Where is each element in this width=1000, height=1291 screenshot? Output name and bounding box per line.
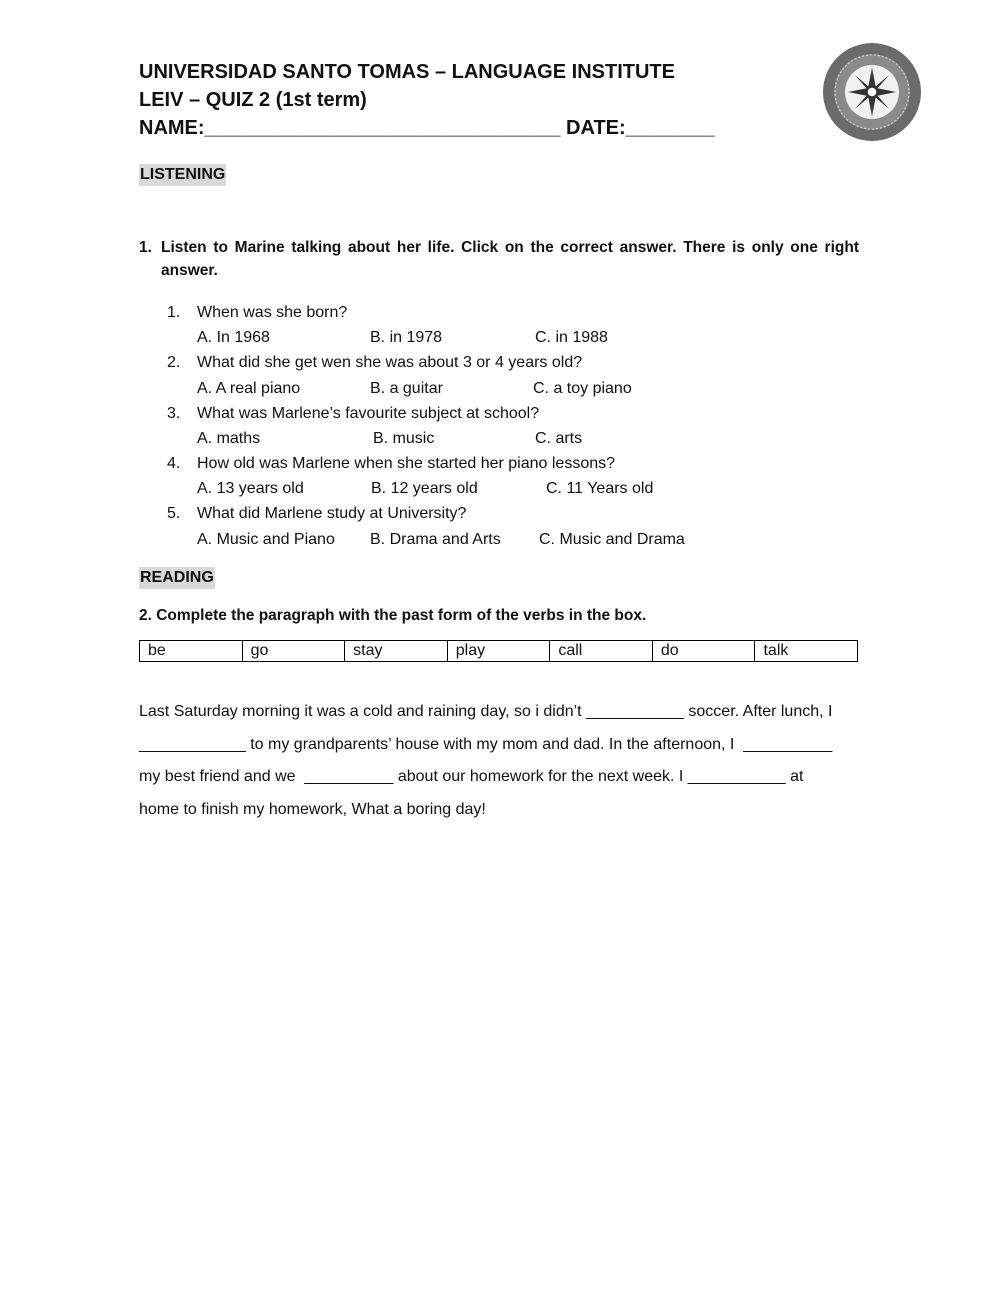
university-seal-logo (822, 42, 922, 142)
question-text: What did she get wen she was about 3 or 4 years old? (197, 354, 583, 371)
option-b[interactable]: B. music (373, 430, 435, 447)
question-number: 5. (167, 505, 181, 522)
verb-cell: go (243, 641, 346, 661)
option-b[interactable]: B. 12 years old (371, 480, 478, 497)
question-text: When was she born? (197, 304, 348, 321)
instruction-text: Listen to Marine talking about her life. Click on the correct answer. There is only one right answer. (161, 239, 859, 279)
option-b[interactable]: B. Drama and Arts (370, 531, 501, 548)
listening-instruction (139, 236, 859, 282)
reading-section-label: READING (139, 567, 215, 589)
option-b[interactable]: B. in 1978 (370, 329, 443, 346)
question-number: 1. (167, 304, 181, 321)
option-c[interactable]: C. Music and Drama (539, 531, 685, 548)
option-c[interactable]: C. a toy piano (533, 380, 632, 397)
paragraph-line: ____________ to my grandparents’ house with my mom and dad. In the afternoon, I __________ (139, 736, 833, 753)
verb-cell: stay (345, 641, 448, 661)
option-a[interactable]: A. In 1968 (197, 329, 270, 346)
paragraph-line: my best friend and we __________ about our homework for the next week. I ___________ at (139, 768, 804, 785)
reading-instruction: 2. Complete the paragraph with the past form of the verbs in the box. (139, 607, 647, 624)
question-text: What was Marlene’s favourite subject at school? (197, 405, 540, 422)
question-text: What did Marlene study at University? (197, 505, 467, 522)
option-c[interactable]: C. 11 Years old (546, 480, 654, 497)
option-b[interactable]: B. a guitar (370, 380, 443, 397)
question-number: 4. (167, 455, 181, 472)
question-text: How old was Marlene when she started her piano lessons? (197, 455, 616, 472)
paragraph-line: Last Saturday morning it was a cold and raining day, so i didn’t ___________ soccer. After lunch, I (139, 703, 833, 720)
verb-cell: be (140, 641, 243, 661)
verb-cell: do (653, 641, 756, 661)
question-number: 2. (167, 354, 181, 371)
option-c[interactable]: C. in 1988 (535, 329, 608, 346)
option-a[interactable]: A. maths (197, 430, 261, 447)
quiz-title: LEIV – QUIZ 2 (1st term) (139, 89, 367, 111)
verb-cell: call (550, 641, 653, 661)
header (139, 58, 715, 142)
listening-section-label: LISTENING (139, 164, 226, 186)
option-a[interactable]: A. Music and Piano (197, 531, 335, 548)
verb-cell: play (448, 641, 551, 661)
verb-cell: talk (763, 642, 789, 659)
option-c[interactable]: C. arts (535, 430, 583, 447)
institution-title: UNIVERSIDAD SANTO TOMAS – LANGUAGE INSTITUTE (139, 61, 675, 83)
option-a[interactable]: A. A real piano (197, 380, 301, 397)
paragraph-line: home to finish my homework, What a boring day! (139, 801, 486, 818)
verb-box (139, 640, 858, 662)
option-a[interactable]: A. 13 years old (197, 480, 304, 497)
question-number: 3. (167, 405, 181, 422)
instruction-number: 1. (139, 239, 152, 256)
name-date-line: NAME:________________________________ DATE:________ (139, 117, 715, 139)
